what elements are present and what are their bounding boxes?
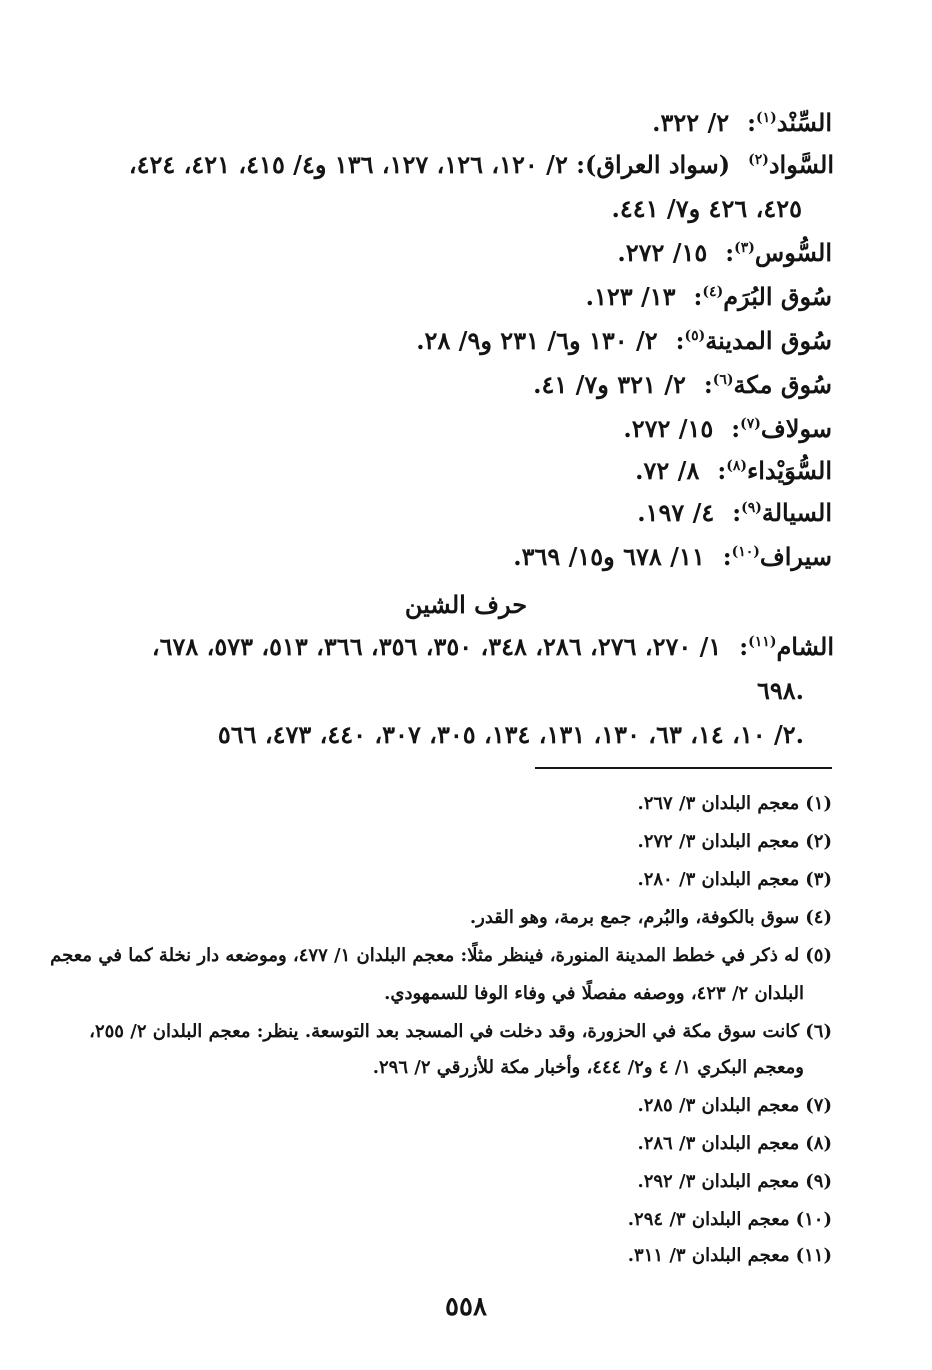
entry-term: سولاف$^{(٧)}$: [731, 414, 832, 443]
footnote-1: (١)معجم البلدان ٣/ ٢٦٧. [637, 793, 832, 814]
footnote-6: (٦)كانت سوق مكة في الحزورة، وقد دخلت في المسجد بعد التوسعة. ينظر: معجم البلدان ٢/ ٢٥٥، [89, 1021, 832, 1042]
entry-sham [152, 632, 834, 662]
entry-refs: ١/ ٢٧٠، ٢٧٦، ٢٨٦، ٣٤٨، ٣٥٠، ٣٥٦، ٣٦٦، ٥١٣، ٥٧٣، ٦٧٨، [151, 632, 722, 661]
entry-sham-continuation-1: ٦٩٨. [756, 676, 804, 705]
entry-term: سُوق مكة$^{(٦)}$: [703, 370, 832, 399]
footnote-5-continuation: البلدان ٢/ ٤٢٣، ووصفه مفصلًا في وفاء الوفا للسمهودي. [384, 983, 804, 1004]
entry-refs: ٢/ ٣٢٢. [652, 108, 730, 137]
entry-sham-continuation-2: ٢/ ١٠، ١٤، ٦٣، ١٣٠، ١٣١، ١٣٤، ٣٠٥، ٣٠٧، ٤٤٠، ٤٧٣، ٥٦٦. [217, 720, 804, 749]
footnote-2: (٢)معجم البلدان ٣/ ٢٧٢. [637, 831, 832, 852]
entry-term: السِّنْد$^{(١)}$: [747, 108, 832, 137]
entry-refs: ١٣/ ١٢٣. [585, 282, 676, 311]
entry-sus [617, 238, 832, 268]
entry-suq-makka [533, 370, 832, 400]
entry-term: السُّوس$^{(٣)}$: [725, 238, 832, 267]
entry-term: السُّوَيْداء$^{(٨)}$: [717, 456, 832, 485]
footnote-6-continuation: ومعجم البكري ١/ ٤ و٢/ ٤٤٤، وأخبار مكة للأزرقي ٢/ ٢٩٦. [372, 1057, 804, 1078]
page-number: ٥٥٨ [445, 1292, 487, 1322]
entry-refs: ١٥/ ٢٧٢. [623, 414, 714, 443]
entry-suwayda [635, 456, 832, 486]
footnote-5: (٥)له ذكر في خطط المدينة المنورة، فينظر مثلًا: معجم البلدان ١/ ٤٧٧، وموضعه دار نخلة كما في معجم [50, 945, 832, 966]
entry-refs: ٢/ ١٣٠ و٦/ ٢٣١ و٩/ ٢٨. [416, 326, 658, 355]
footnote-4: (٤)سوق بالكوفة، والبُرم، جمع برمة، وهو القدر. [469, 907, 832, 928]
entry-term: سُوق البُرَم$^{(٤)}$: [693, 282, 832, 311]
entry-suq-al-buram [586, 282, 832, 312]
footnote-8: (٨)معجم البلدان ٣/ ٢٨٦. [637, 1133, 832, 1154]
entry-refs: ٨/ ٧٢. [635, 456, 700, 485]
footnote-7: (٧)معجم البلدان ٣/ ٢٨٥. [637, 1095, 832, 1116]
entry-sawad [129, 150, 834, 180]
footnote-separator [535, 767, 832, 769]
entry-sind [652, 108, 832, 138]
entry-term: سُوق المدينة$^{(٥)}$: [675, 326, 832, 355]
entry-refs: ٤/ ١٩٧. [637, 498, 715, 527]
entry-refs: ١١/ ٦٧٨ و١٥/ ٣٦٩. [513, 542, 705, 571]
entry-term: الشام$^{(١١)}$: [739, 632, 834, 661]
entry-sawad-continuation: ٤٢٥، ٤٢٦ و٧/ ٤٤١. [611, 194, 802, 223]
entry-sayala [637, 498, 832, 528]
footnote-10: (١٠)معجم البلدان ٣/ ٢٩٤. [627, 1209, 832, 1230]
entry-term: سيراف$^{(١٠)}$: [722, 542, 832, 571]
footnote-9: (٩)معجم البلدان ٣/ ٢٩٢. [637, 1171, 832, 1192]
entry-term: السيالة$^{(٩)}$: [732, 498, 832, 527]
footnote-3: (٣)معجم البلدان ٣/ ٢٨٠. [637, 869, 832, 890]
entry-siraf [513, 542, 832, 572]
section-heading: حرف الشين [404, 590, 528, 619]
entry-term: السَّواد$^{(٢)}$ [748, 150, 834, 179]
footnote-11: (١١)معجم البلدان ٣/ ٣١١. [627, 1245, 832, 1266]
entry-refs: ١٥/ ٢٧٢. [617, 238, 708, 267]
entry-refs: (سواد العراق): ٢/ ١٢٠، ١٢٦، ١٢٧، ١٣٦ و٤/ ٤١٥، ٤٢١، ٤٢٤، [128, 150, 731, 179]
entry-sulaf [623, 414, 832, 444]
entry-suq-al-madina [416, 326, 832, 356]
entry-refs: ٢/ ٣٢١ و٧/ ٤١. [533, 370, 686, 399]
